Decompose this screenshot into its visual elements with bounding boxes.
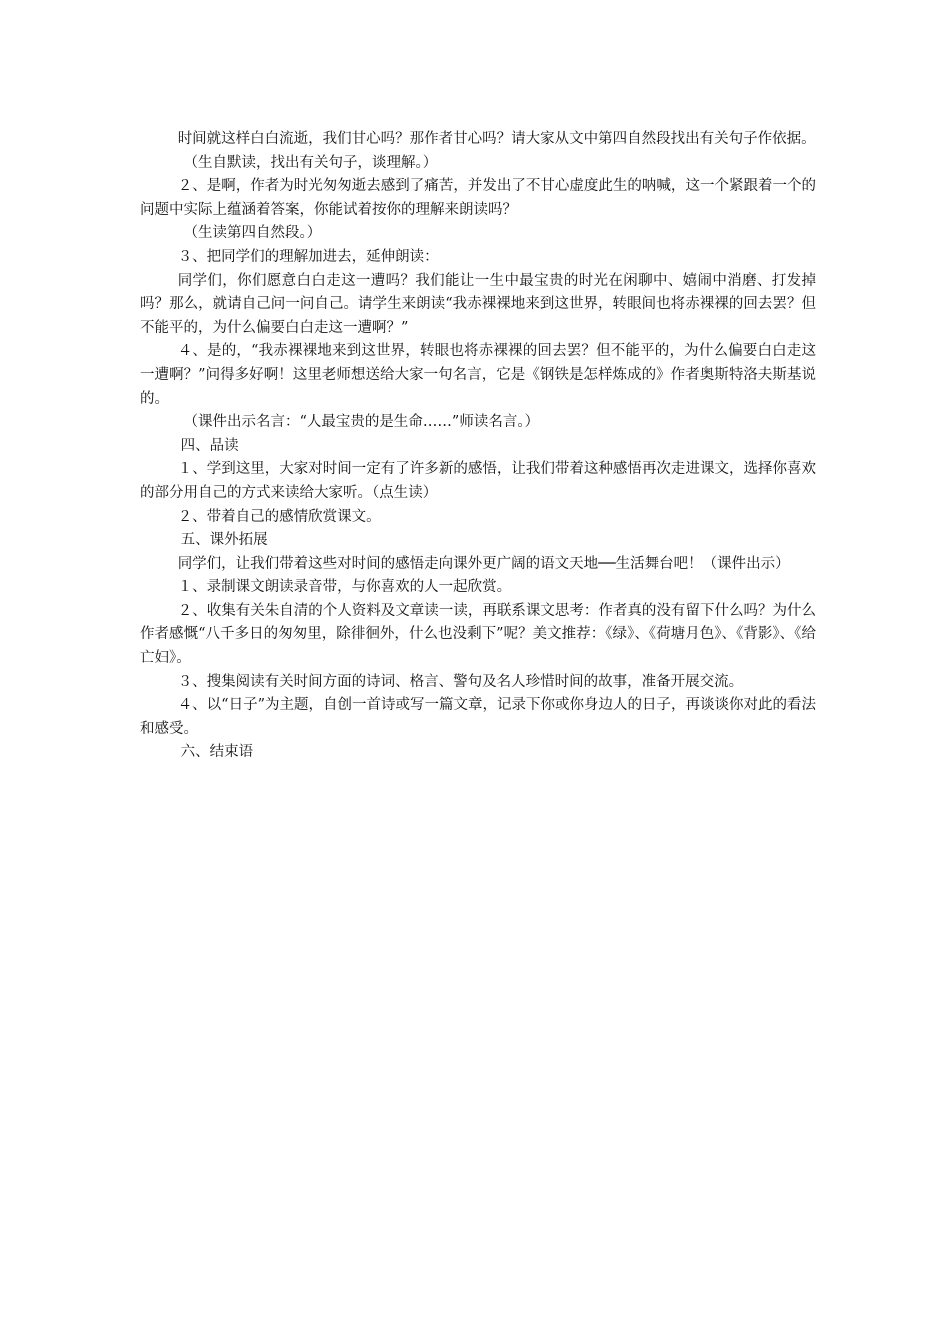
paragraph-step-4: ４、是的，“我赤裸裸地来到这世界，转眼也将赤裸裸的回去罢？但不能平的，为什么偏要白白走这一遭啊？”问得多好啊！这里老师想送给大家一句名言，它是《钢铁是怎样炼成的》作者奥斯特洛夫斯基说的。 bbox=[140, 343, 816, 407]
paragraph-extension-1: １、录制课文朗读录音带，与你喜欢的人一起欣赏。 bbox=[177, 579, 512, 596]
paragraph-step-2: ２、是啊，作者为时光匆匆逝去感到了痛苦，并发出了不甘心虚度此生的呐喊，这一个紧跟着一个的问题中实际上蕴涵着答案，你能试着按你的理解来朗读吗？ bbox=[140, 178, 816, 218]
paragraph-quote-note: （课件出示名言：“人最宝贵的是生命……”师读名言。） bbox=[183, 414, 540, 431]
paragraph-extension-4: ４、以“日子”为主题，自创一首诗或写一篇文章，记录下你或你身边人的日子，再谈谈你对此的看法和感受。 bbox=[140, 697, 817, 737]
paragraph-extension-2: ２、收集有关朱自清的个人资料及文章读一读，再联系课文思考：作者真的没有留下什么吗？为什么作者感慨“八千多日的匆匆里，除徘徊外，什么也没剩下”呢？美文推荐：《绿》、《荷塘月色》、《背影》、《给亡妇》。 bbox=[140, 602, 816, 667]
paragraph-question: 时间就这样白白流逝，我们甘心吗？那作者甘心吗？请大家从文中第四自然段找出有关句子作依据。 bbox=[177, 131, 816, 147]
paragraph-pindu-1: １、学到这里，大家对时间一定有了许多新的感悟，让我们带着这种感悟再次走进课文，选择你喜欢的部分用自己的方式来读给大家听。（点生读） bbox=[140, 461, 816, 501]
paragraph-pindu-2: ２、带着自己的感情欣赏课文。 bbox=[177, 508, 381, 525]
paragraph-classmates: 同学们，你们愿意白白走这一遭吗？我们能让一生中最宝贵的时光在闲聊中、嬉闹中消磨、打发掉吗？那么，就请自己问一问自己。请学生来朗读“我赤裸裸地来到这世界，转眼间也将赤裸裸的回去罢？但不能平的，为什么偏要白白走这一遭啊？” bbox=[140, 272, 816, 336]
section-heading-extension: 五、课外拓展 bbox=[180, 532, 268, 549]
section-heading-conclusion: 六、结束语 bbox=[180, 744, 254, 761]
paragraph-step-3: ３、把同学们的理解加进去，延伸朗读： bbox=[177, 248, 439, 265]
paragraph-student-reading-note: （生自默读，找出有关句子，谈理解。） bbox=[183, 154, 438, 171]
paragraph-extension-intro: 同学们，让我们带着这些对时间的感悟走向课外更广阔的语文天地──生活舞台吧！（课件出示） bbox=[177, 555, 790, 572]
section-heading-pindu: 四、品读 bbox=[180, 437, 239, 454]
document-body bbox=[140, 128, 816, 765]
paragraph-extension-3: ３、搜集阅读有关时间方面的诗词、格言、警句及名人珍惜时间的故事，准备开展交流。 bbox=[177, 673, 744, 690]
paragraph-read-fourth-note: （生读第四自然段。） bbox=[183, 225, 322, 242]
